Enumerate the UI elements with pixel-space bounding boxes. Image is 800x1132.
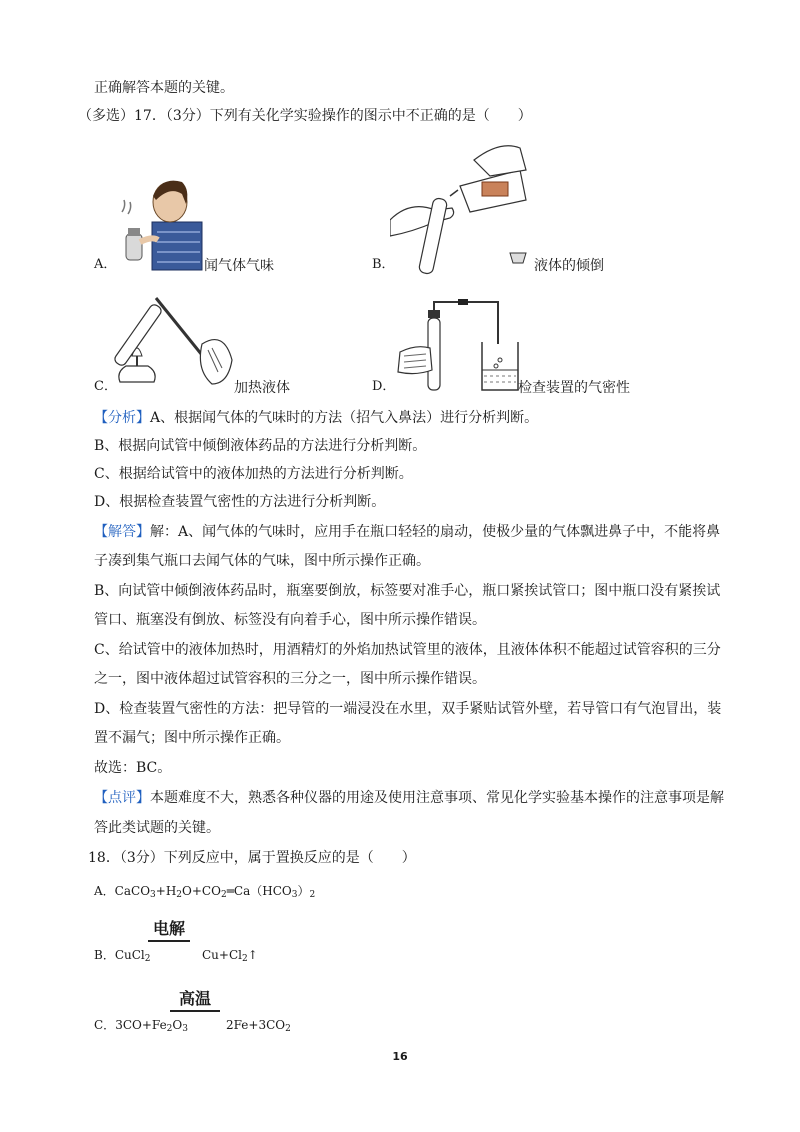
solution-a1: 解：A、闻气体的气味时，应用手在瓶口轻轻的扇动，使极少量的气体飘进鼻子中，不能将鼻 xyxy=(150,524,721,540)
option-c-letter: C． xyxy=(94,379,117,394)
solution-d1: D、检查装置气密性的方法：把导管的一端浸没在水里，双手紧贴试管外壁，若导管口有气泡冒出，装 xyxy=(94,701,722,717)
reaction-line xyxy=(170,1010,220,1012)
question-18-stem: 18．（3分）下列反应中，属于置换反应的是（ ） xyxy=(88,850,416,866)
q18-c-sub: 2 xyxy=(285,1024,291,1034)
figure-airtightness-check xyxy=(392,296,520,392)
q18-option-c-left xyxy=(94,1016,188,1038)
analysis-a: A、根据闻气体的气味时的方法（招气入鼻法）进行分析判断。 xyxy=(150,410,539,426)
option-b-text: 液体的倾倒 xyxy=(534,258,604,274)
q18-b-reactant: CuCl xyxy=(114,948,145,962)
solution-tag: 【解答】 xyxy=(94,524,150,540)
solution-a2: 子凑到集气瓶口去闻气体的气味，图中所示操作正确。 xyxy=(94,553,430,569)
analysis-line-a xyxy=(94,408,538,428)
option-d-letter: D． xyxy=(372,379,396,394)
q18-a-part: O+CO xyxy=(182,884,221,898)
q18-a-part: ） xyxy=(297,884,310,898)
option-a-text: 闻气体气味 xyxy=(204,258,274,274)
analysis-b: B、根据向试管中倾倒液体药品的方法进行分析判断。 xyxy=(94,438,427,454)
q18-c-sub: 2 xyxy=(166,1024,173,1034)
q18-b-condition-text: 电解 xyxy=(152,919,185,938)
q18-a-sub: 3 xyxy=(291,890,298,900)
q18-c-reactant: 3CO+Fe xyxy=(115,1018,167,1032)
reaction-line xyxy=(148,940,190,942)
option-a-letter: A． xyxy=(94,257,117,272)
solution-c2: 之一，图中液体超过试管容积的三分之一，图中所示操作错误。 xyxy=(94,671,486,687)
q18-option-a-letter: A． xyxy=(94,884,115,898)
q18-option-b-letter: B． xyxy=(94,948,115,962)
q18-c-condition xyxy=(170,986,220,1012)
option-b-letter: B． xyxy=(372,257,395,272)
q18-b-condition xyxy=(148,916,190,942)
text-line: 正确解答本题的关键。 xyxy=(94,80,234,96)
figure-smell-gas xyxy=(112,172,204,272)
option-d-text: 检查装置的气密性 xyxy=(518,380,630,396)
q18-option-a xyxy=(94,882,315,904)
q18-a-part: CaCO xyxy=(114,884,151,898)
solution-b1: B、向试管中倾倒液体药品时，瓶塞要倒放，标签要对准手心，瓶口紧挨试管口；图中瓶口没有紧挨试 xyxy=(94,583,721,599)
solution-b2: 管口、瓶塞没有倒放、标签没有向着手心，图中所示操作错误。 xyxy=(94,612,486,628)
q18-b-sub: 2 xyxy=(241,954,248,964)
q18-c-sub: 3 xyxy=(182,1024,188,1034)
comment-1: 本题难度不大，熟悉各种仪器的用途及使用注意事项、常见化学实验基本操作的注意事项是解 xyxy=(150,790,724,806)
q18-option-b-left xyxy=(94,946,151,968)
q18-c-reactant: O xyxy=(172,1018,183,1032)
figure-heat-liquid xyxy=(112,290,234,390)
q18-c-condition-text: 高温 xyxy=(178,989,211,1008)
q18-a-sub: 3 xyxy=(150,890,156,900)
figure-stopper xyxy=(508,250,528,264)
q18-b-product: Cu+Cl xyxy=(202,948,242,962)
analysis-tag: 【分析】 xyxy=(94,410,150,426)
analysis-c: C、根据给试管中的液体加热的方法进行分析判断。 xyxy=(94,466,413,482)
q18-option-c-letter: C． xyxy=(94,1018,116,1032)
q18-option-c-right xyxy=(226,1016,291,1038)
option-c-text: 加热液体 xyxy=(234,380,290,396)
solution-d2: 置不漏气；图中所示操作正确。 xyxy=(94,730,290,746)
solution-line-a1 xyxy=(94,522,720,542)
comment-2: 答此类试题的关键。 xyxy=(94,820,220,836)
q18-b-sub: 2 xyxy=(144,954,151,964)
q18-c-product: 2Fe+3CO xyxy=(226,1018,286,1032)
analysis-d: D、根据检查装置气密性的方法进行分析判断。 xyxy=(94,494,386,510)
gas-arrow: ↑ xyxy=(247,948,258,962)
question-17-stem: （多选）17．（3分）下列有关化学实验操作的图示中不正确的是（ ） xyxy=(78,108,532,124)
q18-option-b-right xyxy=(202,946,258,968)
page-number: 16 xyxy=(392,1050,408,1063)
comment-line-1 xyxy=(94,788,724,808)
q18-a-part: ═Ca（HCO xyxy=(226,884,292,898)
q18-a-part: +H xyxy=(155,884,177,898)
q18-a-sub: 2 xyxy=(309,890,316,900)
q18-a-sub: 2 xyxy=(220,890,227,900)
answer-line: 故选：BC。 xyxy=(94,760,172,776)
q18-a-sub: 2 xyxy=(176,890,183,900)
comment-tag: 【点评】 xyxy=(94,790,150,806)
solution-c1: C、给试管中的液体加热时，用酒精灯的外焰加热试管里的液体，且液体体积不能超过试管容积的三分 xyxy=(94,642,721,658)
